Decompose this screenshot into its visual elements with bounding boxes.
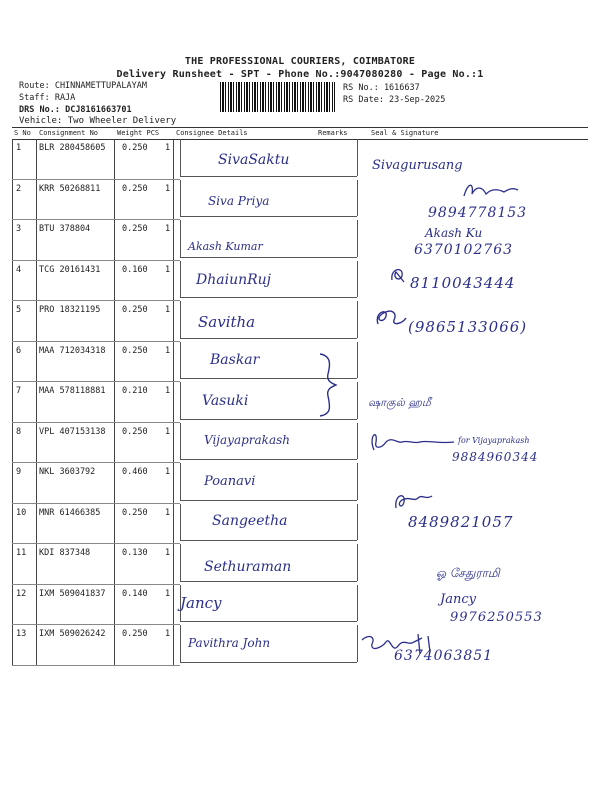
row-consignment-no: PRO 18321195 <box>39 305 101 315</box>
phone-12: 9976250553 <box>450 610 543 625</box>
row-divider <box>12 300 180 301</box>
row-sno: 6 <box>16 345 22 356</box>
row-pcs: 1 <box>165 305 171 315</box>
route-label: Route: CHINNAMETTUPALAYAM <box>19 81 147 91</box>
consignee-box-right <box>357 301 358 338</box>
handwritten-consignee-7: Vasuki <box>202 393 249 409</box>
signature-scribble-8 <box>368 428 458 454</box>
handwritten-consignee-2: Siva Priya <box>208 194 270 208</box>
header-bottom-rule <box>12 139 588 140</box>
staff-label: Staff: RAJA <box>19 93 76 103</box>
drs-number <box>19 105 132 115</box>
row-weight: 0.250 <box>122 426 148 437</box>
bracket-mark <box>316 352 338 418</box>
rs-date: RS Date: 23-Sep-2025 <box>343 95 446 105</box>
col-consignment: Consignment No <box>39 129 99 137</box>
row-divider <box>12 543 180 544</box>
row-weight: 0.250 <box>122 143 148 153</box>
consignee-box-bottom <box>180 419 357 420</box>
phone-8: 9884960344 <box>452 450 539 464</box>
row-sno: 13 <box>16 629 27 639</box>
row-pcs: 1 <box>165 426 171 437</box>
signature-scribble-4 <box>388 266 408 284</box>
consignee-box-bottom <box>180 459 357 460</box>
consignee-box-left <box>180 463 181 500</box>
row-sno: 9 <box>16 467 22 477</box>
phone-4: 8110043444 <box>410 274 516 292</box>
rs-number: RS No.: 1616637 <box>343 83 420 93</box>
row-weight: 0.250 <box>122 305 148 315</box>
consignee-box-left <box>180 180 181 217</box>
consignee-box-bottom <box>180 621 357 622</box>
consignee-box-bottom <box>180 338 357 339</box>
handwritten-consignee-12: Jancy <box>180 594 222 612</box>
row-weight: 0.250 <box>122 183 148 194</box>
col-seal-signature: Seal & Signature <box>371 129 439 137</box>
signature-8: for Vijayaprakash <box>458 436 530 445</box>
row-sno: 5 <box>16 305 22 315</box>
row-sno: 3 <box>16 224 22 234</box>
row-sno: 7 <box>16 386 22 396</box>
row-sno: 10 <box>16 507 27 518</box>
consignee-box-left <box>180 625 181 662</box>
row-pcs: 1 <box>165 467 171 477</box>
row-divider <box>12 462 180 463</box>
phone-5: (9865133066) <box>408 318 528 336</box>
row-divider <box>12 422 180 423</box>
consignee-box-bottom <box>180 176 357 177</box>
consignee-box-left <box>180 220 181 257</box>
row-divider <box>12 179 180 180</box>
row-sno: 1 <box>16 143 22 153</box>
consignee-box-right <box>357 382 358 419</box>
handwritten-consignee-13: Pavithra John <box>188 636 271 650</box>
drs-value: DCJ8161663701 <box>65 105 132 115</box>
handwritten-consignee-9: Poanavi <box>204 474 256 489</box>
row-consignment-no: TCG 20161431 <box>39 264 101 275</box>
handwritten-consignee-5: Savitha <box>198 313 256 331</box>
consignee-box-left <box>180 139 181 176</box>
row-consignment-no: IXM 509026242 <box>39 629 106 639</box>
consignee-box-right <box>357 504 358 541</box>
consignee-box-right <box>357 139 358 176</box>
row-consignment-no: BTU 378804 <box>39 224 91 234</box>
consignee-box-right <box>357 423 358 460</box>
row-pcs: 1 <box>165 386 171 396</box>
consignee-box-right <box>357 463 358 500</box>
row-divider <box>12 260 180 261</box>
drs-label: DRS No.: <box>19 105 60 115</box>
signature-scribble-5 <box>372 306 408 332</box>
barcode <box>220 82 335 112</box>
row-weight: 0.250 <box>122 345 148 356</box>
row-divider <box>12 503 180 504</box>
row-weight: 0.160 <box>122 264 148 275</box>
row-pcs: 1 <box>165 143 171 153</box>
row-divider <box>12 219 180 220</box>
handwritten-consignee-10: Sangeetha <box>212 513 288 529</box>
row-sno: 11 <box>16 548 27 558</box>
row-consignment-no: MAA 712034318 <box>39 345 106 356</box>
signature-12: Jancy <box>440 592 476 607</box>
col-sno: S No <box>14 129 31 137</box>
col-remarks: Remarks <box>318 129 348 137</box>
vehicle-label: Vehicle: Two Wheeler Delivery <box>19 116 177 126</box>
consignee-box-bottom <box>180 500 357 501</box>
row-consignment-no: MNR 61466385 <box>39 507 101 518</box>
consignee-box-left <box>180 261 181 298</box>
row-divider <box>12 341 180 342</box>
row-pcs: 1 <box>165 224 171 234</box>
row-pcs: 1 <box>165 183 171 194</box>
col-weight-pcs: Weight PCS <box>117 129 160 137</box>
row-pcs: 1 <box>165 629 171 639</box>
consignee-box-right <box>357 220 358 257</box>
row-divider <box>12 381 180 382</box>
consignee-box-bottom <box>180 216 357 217</box>
handwritten-consignee-11: Sethuraman <box>204 559 292 575</box>
row-weight: 0.250 <box>122 507 148 518</box>
signature-1: Sivagurusang <box>372 158 463 173</box>
signature-scribble-10 <box>392 490 436 514</box>
row-divider <box>12 624 180 625</box>
row-pcs: 1 <box>165 548 171 558</box>
row-consignment-no: VPL 407153138 <box>39 426 106 437</box>
row-consignment-no: NKL 3603792 <box>39 467 96 477</box>
signature-11: ஓ சேதுராமி <box>436 566 500 580</box>
phone-2: 9894778153 <box>428 205 528 221</box>
consignee-box-bottom <box>180 662 357 663</box>
row-pcs: 1 <box>165 345 171 356</box>
consignee-box-bottom <box>180 257 357 258</box>
consignee-box-left <box>180 342 181 379</box>
consignee-box-left <box>180 382 181 419</box>
handwritten-consignee-4: DhaiunRuj <box>196 272 271 288</box>
row-sno: 4 <box>16 264 22 275</box>
row-sno: 2 <box>16 183 22 194</box>
phone-3: 6370102763 <box>414 242 514 258</box>
row-divider <box>12 665 180 666</box>
consignee-box-right <box>357 261 358 298</box>
company-title: THE PROFESSIONAL COURIERS, COIMBATORE <box>184 56 416 67</box>
row-sno: 8 <box>16 426 22 437</box>
consignee-box-left <box>180 423 181 460</box>
phone-13: 6374063851 <box>394 648 494 664</box>
col-consignee: Consignee Details <box>176 129 248 137</box>
runsheet-subtitle: Delivery Runsheet - SPT - Phone No.:9047080280 - Page No.:1 <box>116 69 484 80</box>
handwritten-consignee-6: Baskar <box>210 352 260 368</box>
signature-3: Akash Ku <box>425 226 483 240</box>
row-weight: 0.460 <box>122 467 148 477</box>
handwritten-consignee-3: Akash Kumar <box>188 240 263 253</box>
row-consignment-no: KDI 837348 <box>39 548 91 558</box>
row-consignment-no: MAA 578118881 <box>39 386 106 396</box>
row-weight: 0.130 <box>122 548 148 558</box>
handwritten-consignee-8: Vijayaprakash <box>204 433 290 447</box>
consignee-box-bottom <box>180 297 357 298</box>
signature-scribble-2 <box>460 180 520 202</box>
consignee-box-right <box>357 180 358 217</box>
row-pcs: 1 <box>165 507 171 518</box>
consignee-box-right <box>357 544 358 581</box>
row-weight: 0.140 <box>122 588 148 599</box>
row-divider <box>12 584 180 585</box>
row-pcs: 1 <box>165 264 171 275</box>
consignee-box-right <box>357 342 358 379</box>
row-weight: 0.250 <box>122 224 148 234</box>
row-weight: 0.250 <box>122 629 148 639</box>
phone-10: 8489821057 <box>408 513 514 531</box>
consignee-box-right <box>357 585 358 622</box>
handwritten-consignee-1: SivaSaktu <box>218 152 290 168</box>
consignee-box-bottom <box>180 581 357 582</box>
row-weight: 0.210 <box>122 386 148 396</box>
consignee-box-bottom <box>180 540 357 541</box>
row-sno: 12 <box>16 588 27 599</box>
header-top-rule <box>12 127 588 128</box>
consignee-box-left <box>180 504 181 541</box>
signature-7: ஷாகுல் ஹமீ <box>368 396 431 409</box>
row-consignment-no: BLR 280458605 <box>39 143 106 153</box>
row-consignment-no: KRR 50268811 <box>39 183 101 194</box>
row-pcs: 1 <box>165 588 171 599</box>
row-consignment-no: IXM 509041837 <box>39 588 106 599</box>
consignee-box-left <box>180 301 181 338</box>
consignee-box-left <box>180 544 181 581</box>
